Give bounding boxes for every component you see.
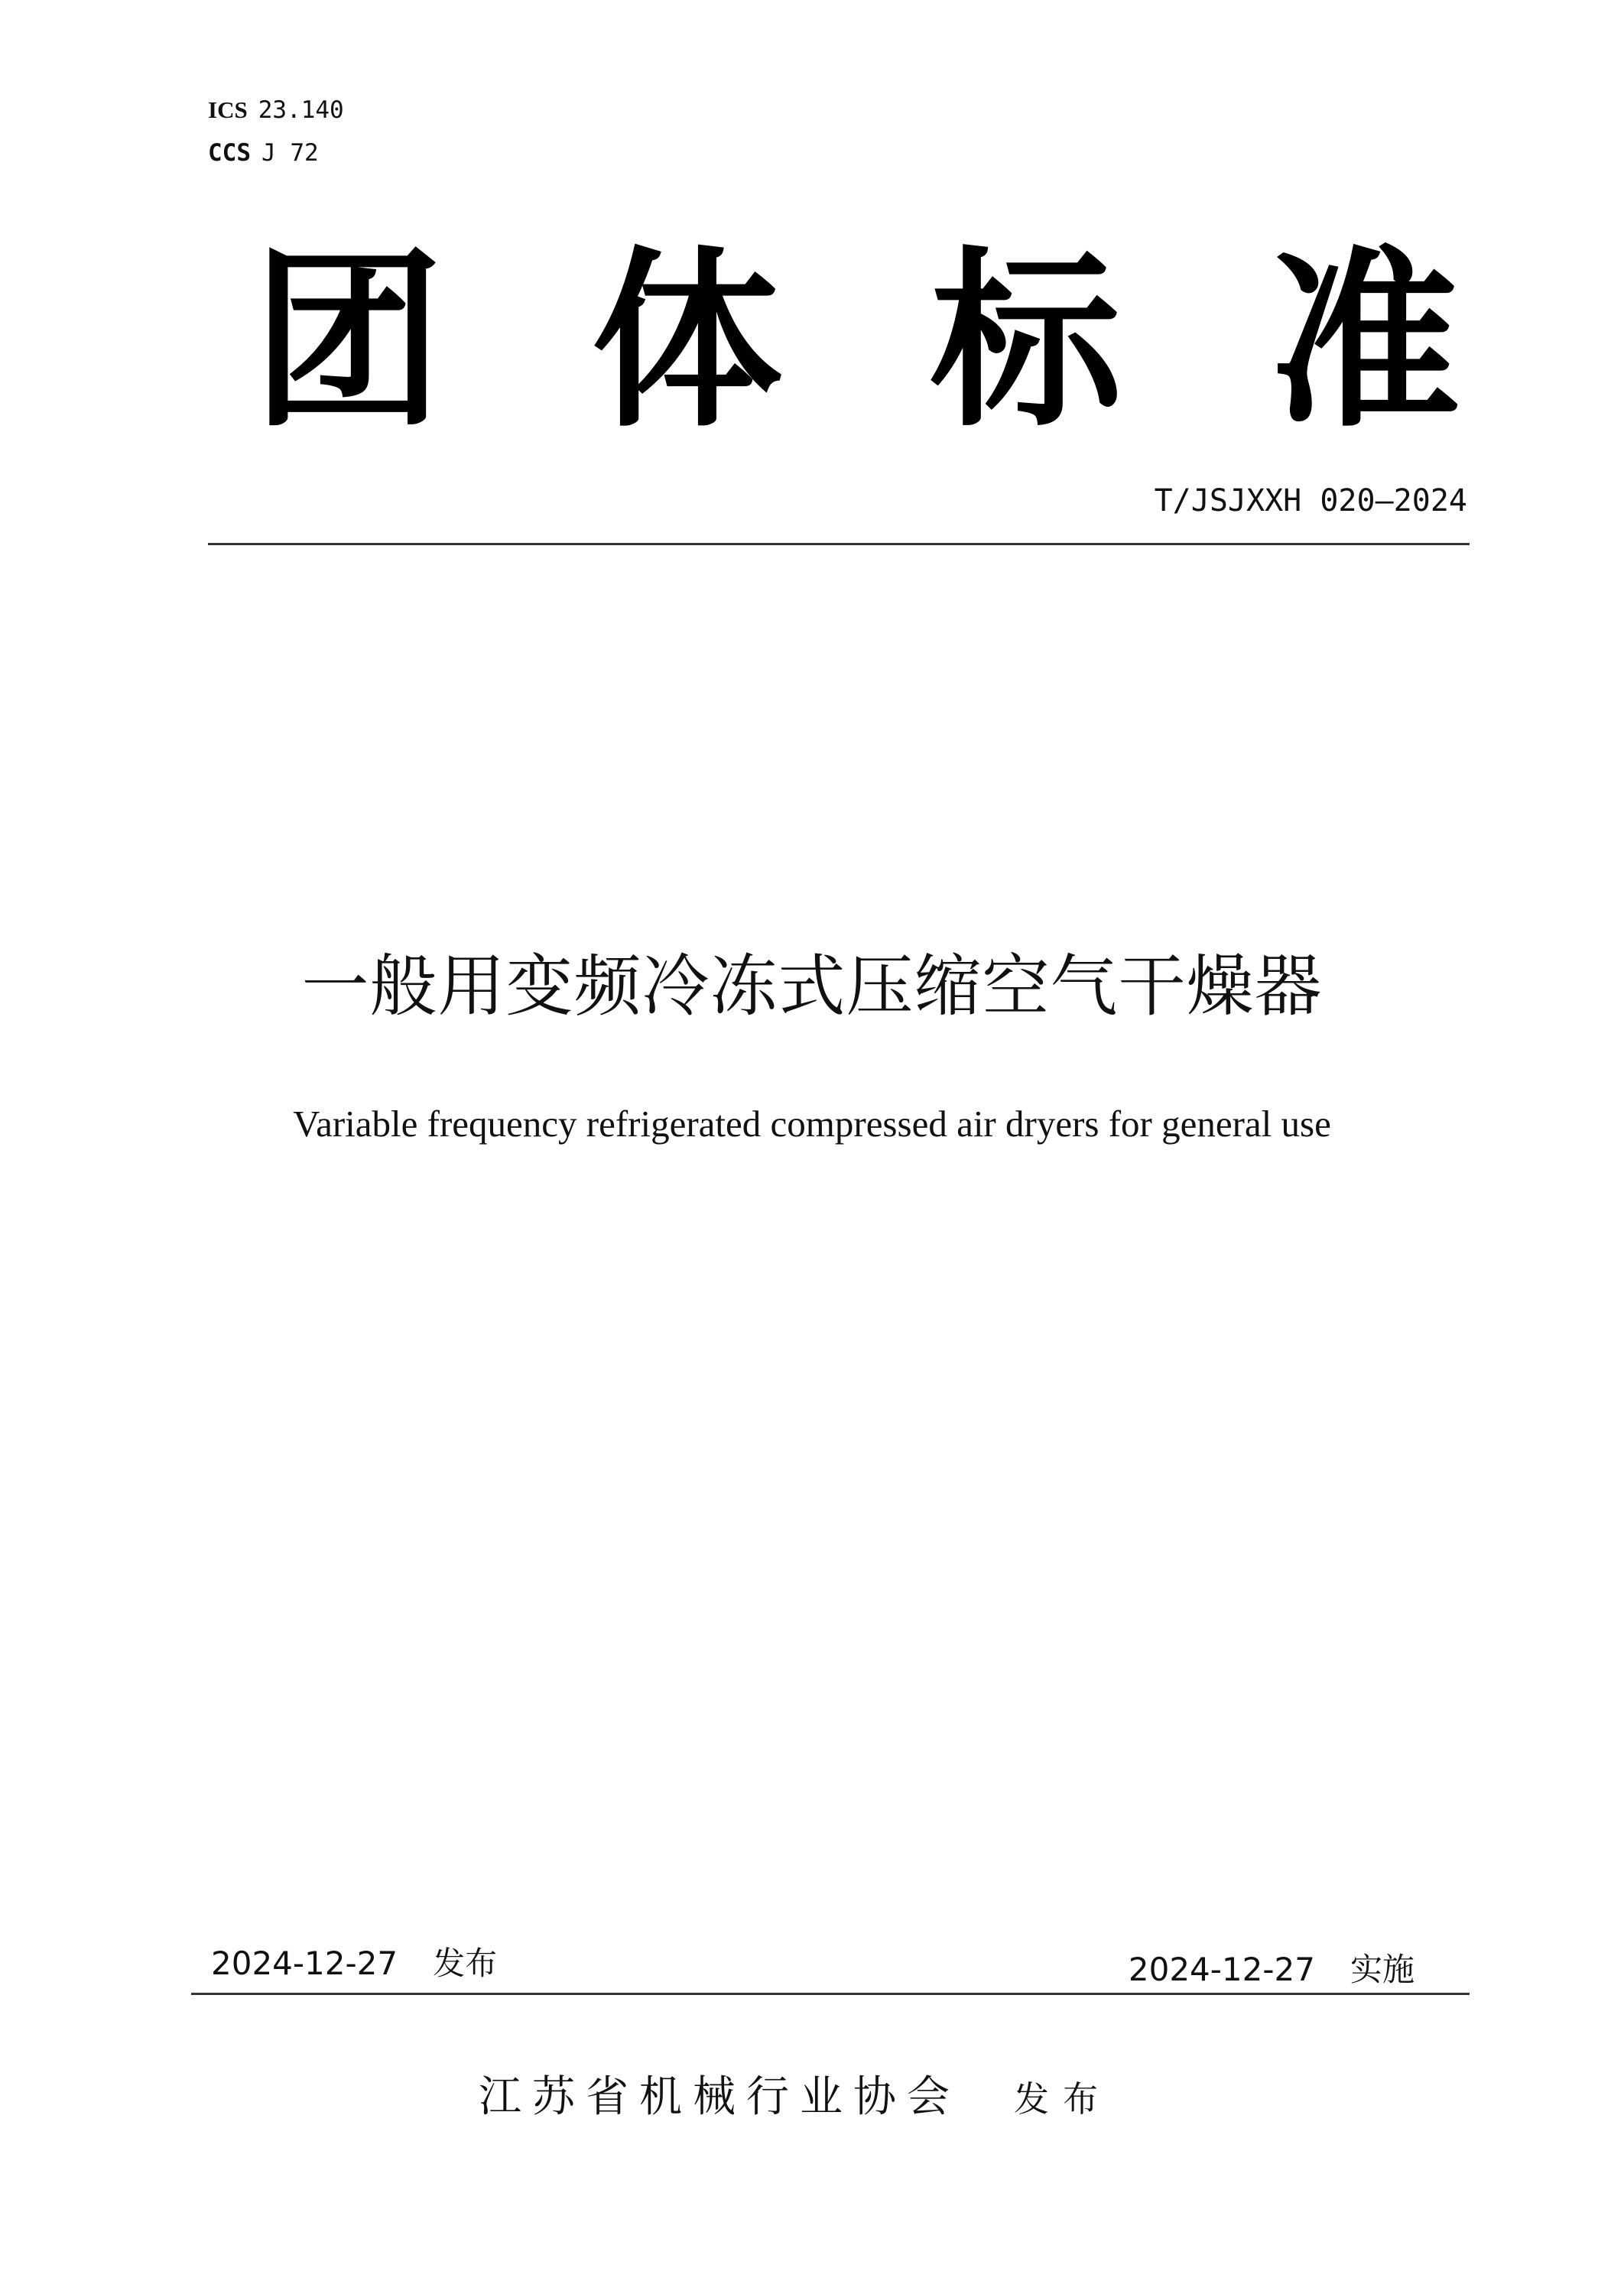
publish-date: 2024-12-27 (211, 1945, 398, 1982)
footer-divider (191, 1993, 1470, 1995)
implement-date: 2024-12-27 (1128, 1951, 1315, 1988)
ics-label: ICS (208, 96, 248, 123)
title-char-3: 标 (930, 228, 1122, 453)
title-char-4: 准 (1268, 228, 1460, 453)
ics-value: 23.140 (258, 96, 344, 124)
ccs-value: J 72 (261, 139, 319, 167)
implement-word: 实施 (1350, 1951, 1415, 1988)
standard-title-english: Variable frequency refrigerated compressed air dryers for general use (293, 1103, 1331, 1145)
publish-word: 发布 (433, 1945, 498, 1982)
publisher-name: 江苏省机械行业协会 (479, 2072, 960, 2122)
issued-word: 发布 (1014, 2078, 1112, 2120)
standard-title-chinese: 一般用变频冷冻式压缩空气干燥器 (301, 947, 1323, 1025)
ccs-classification (208, 138, 319, 168)
title-char-2: 体 (591, 228, 783, 453)
publisher-line (479, 2068, 1112, 2128)
ics-classification (208, 95, 344, 125)
ccs-label: CCS (208, 139, 251, 167)
title-char-1: 团 (252, 228, 443, 453)
document-type-title (252, 229, 1460, 451)
standard-code: T/JSJXXH 020—2024 (1154, 483, 1467, 518)
publish-date-line (211, 1942, 497, 1985)
header-divider (208, 543, 1470, 545)
implement-date-line (1129, 1948, 1415, 1991)
